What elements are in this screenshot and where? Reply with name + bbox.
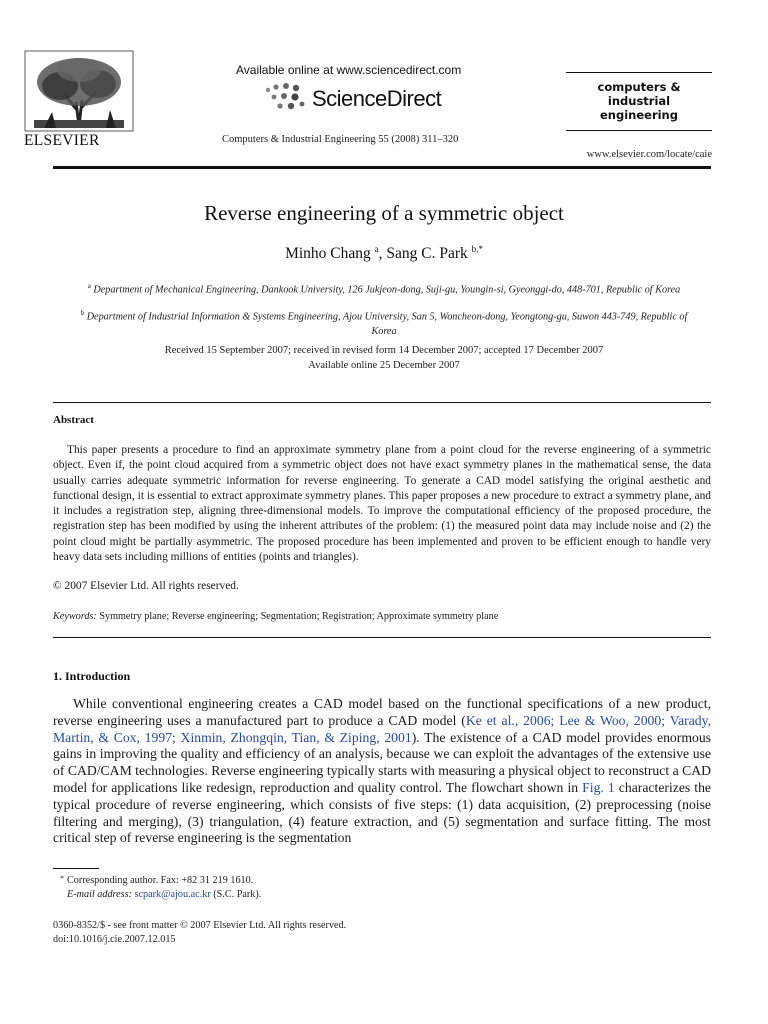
sciencedirect-dots-icon bbox=[262, 82, 308, 112]
issn-line: 0360-8352/$ - see front matter © 2007 Elsevier Ltd. All rights reserved. bbox=[53, 920, 347, 931]
corresponding-author-text: Corresponding author. Fax: +82 31 219 1610. bbox=[67, 875, 254, 886]
intro-text-part: ). The existence of a CAD model provides enormous gains in improving the quality and efficiency of an analysis, because we can exploit the advantages of the extensive use of CAD/CAM technologies. Reverse engineering typically starts with measuring a physical object to reconstruct a CAD model for applications like redesign, reproduction and quality control. The flowchart shown in bbox=[53, 729, 711, 795]
introduction-paragraph bbox=[53, 696, 711, 847]
available-online-notice: Available online at www.sciencedirect.com bbox=[236, 63, 462, 77]
affiliation-marker: a bbox=[87, 282, 91, 290]
author-affiliation-marker: a bbox=[374, 244, 379, 254]
publisher-name: ELSEVIER bbox=[24, 132, 100, 149]
abstract-bottom-rule bbox=[53, 637, 711, 638]
intro-text-part: characterizes the typical procedure of reverse engineering, which consists of five steps: (1) data acquisition, (2) preprocessing (noise filtering and merging), (3) triangulation, (4) feature extraction, and (5) segmentation and surface fitting. The most critical step of reverse engineering is the segmentation bbox=[53, 779, 712, 846]
journal-title-line-3: engineering bbox=[600, 108, 678, 122]
journal-title-line-2: industrial bbox=[607, 94, 671, 108]
author-list bbox=[0, 244, 768, 263]
affiliation-a bbox=[80, 279, 688, 298]
abstract-paragraph: This paper presents a procedure to find an approximate symmetry plane from a point cloud for the reverse engineering of a symmetric object. Even if, the point cloud acquired from a symmetric object does not have exact symmetry planes in the mathematical sense, the data usually carries adequate symmetric information for reverse engineering. To generate a CAD model satisfying the original aesthetic and functional design, it is essential to extract approximate symmetry planes. This paper proposes a new procedure to extract a symmetry plane, and it includes a registration step, aligning three-dimensional models. To improve the computational efficiency of the proposed procedure, the registration step has been modified by using the inherent attributes of the problem: (1) the measured point data may include noise and (2) the point cloud might be partially asymmetric. The proposed procedure has been implemented and proven to be efficient enough to handle very heavy data sets including millions of entities (points and triangles). bbox=[53, 444, 711, 564]
figure-reference-link[interactable]: Fig. 1 bbox=[582, 779, 615, 795]
affiliation-text: Department of Mechanical Engineering, Dankook University, 126 Jukjeon-dong, Suji-gu, Youngin-si, Gyeonggi-do, 448-701, Republic of Korea bbox=[93, 284, 681, 296]
journal-title-top-rule bbox=[566, 72, 712, 73]
author-name: Sang C. Park bbox=[386, 245, 468, 263]
citation-link[interactable]: Ke et al., 2006; Lee & Woo, 2000; Varady, Martin, & Cox, 1997; Xinmin, Zhongqin, Tian, & Ziping, 2001 bbox=[53, 712, 711, 745]
email-suffix: (S.C. Park). bbox=[210, 889, 262, 900]
keywords-label: Keywords: bbox=[53, 611, 97, 622]
header-divider bbox=[53, 166, 711, 169]
copyright-notice: © 2007 Elsevier Ltd. All rights reserved. bbox=[53, 580, 239, 592]
journal-url[interactable]: www.elsevier.com/locate/caie bbox=[586, 149, 712, 160]
keywords-list: Symmetry plane; Reverse engineering; Segmentation; Registration; Approximate symmetry plane bbox=[99, 611, 499, 622]
affiliation-b bbox=[80, 306, 688, 339]
intro-text-part: While conventional engineering creates a CAD model based on the functional specifications of a new product, reverse engineering uses a manufactured part to produce a CAD model ( bbox=[53, 696, 711, 728]
doi-line[interactable]: doi:10.1016/j.cie.2007.12.015 bbox=[53, 934, 176, 945]
abstract-body bbox=[53, 443, 711, 565]
email-note bbox=[53, 888, 711, 902]
author-affiliation-marker: b,* bbox=[471, 244, 483, 254]
journal-title-bottom-rule bbox=[566, 130, 712, 131]
email-link[interactable]: scpark@ajou.ac.kr bbox=[134, 889, 211, 900]
article-title: Reverse engineering of a symmetric object bbox=[204, 201, 564, 225]
abstract-heading: Abstract bbox=[53, 414, 94, 426]
footnote-marker: * bbox=[60, 874, 64, 883]
author-separator: , bbox=[378, 245, 387, 263]
journal-title-line-1: computers & bbox=[597, 80, 681, 94]
affiliation-marker: b bbox=[80, 309, 85, 317]
email-label: E-mail address: bbox=[67, 889, 132, 900]
section-heading: 1. Introduction bbox=[53, 669, 131, 683]
keywords bbox=[53, 611, 498, 622]
abstract-top-rule bbox=[53, 402, 711, 403]
journal-title-block bbox=[566, 80, 712, 122]
introduction-body bbox=[53, 696, 711, 847]
journal-citation: Computers & Industrial Engineering 55 (2008) 311–320 bbox=[222, 134, 459, 145]
footnotes bbox=[53, 874, 711, 902]
sciencedirect-logo-text: ScienceDirect bbox=[312, 86, 442, 111]
affiliation-text: Department of Industrial Information & Systems Engineering, Ajou University, San 5, Woncheon-dong, Yeongtong-gu, Suwon 443-749, Republic of Korea bbox=[86, 311, 688, 337]
received-dates: Received 15 September 2007; received in revised form 14 December 2007; accepted 17 December 2007 bbox=[164, 345, 604, 356]
available-online-date: Available online 25 December 2007 bbox=[308, 359, 460, 371]
corresponding-author-note bbox=[53, 874, 711, 888]
author-name: Minho Chang bbox=[285, 245, 371, 263]
footnote-rule bbox=[53, 868, 99, 869]
front-matter bbox=[53, 919, 346, 947]
article-history bbox=[0, 344, 768, 373]
